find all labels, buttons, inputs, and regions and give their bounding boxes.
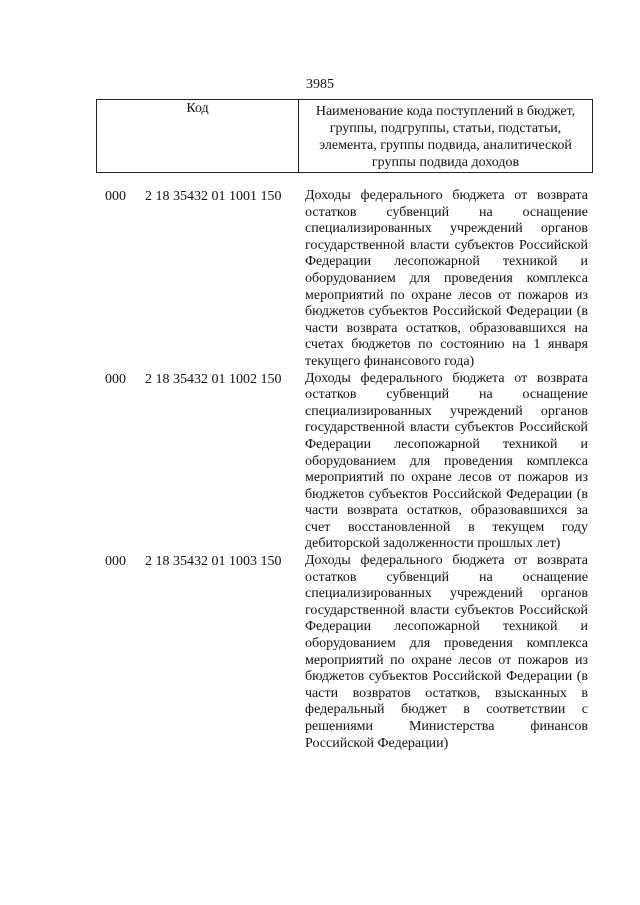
budget-code: 2 18 35432 01 1002 150: [145, 371, 282, 387]
column-header-name: Наименование кода поступлений в бюджет, группы, подгруппы, статьи, подстатьи, элемента, группы подвида, аналитической группы подвида доходов: [299, 100, 593, 173]
admin-code: 000: [105, 371, 126, 387]
budget-code: 2 18 35432 01 1001 150: [145, 189, 282, 204]
budget-code: 2 18 35432 01 1003 150: [145, 554, 282, 570]
admin-code: 000: [105, 189, 126, 204]
header-table: [96, 99, 593, 173]
table-body: [0, 188, 640, 752]
page-number: 3985: [306, 77, 334, 92]
admin-code: 000: [105, 554, 126, 570]
table-row: [0, 188, 640, 371]
income-description: Доходы федерального бюджета от возврата остатков субвенций на оснащение специализированных учреждений органов государственной власти субъектов Российской Федерации лесопожарной техникой и оборудованием для проведения комплекса мероприятий по охране лесов от пожаров из бюджетов субъектов Российской Федерации (в части возврата остатков, образовавшихся за счет восстановленной в текущем году дебиторской задолженности прошлых лет): [305, 370, 588, 552]
income-description: Доходы федерального бюджета от возврата остатков субвенций на оснащение специализированных учреждений органов государственной власти субъектов Российской Федерации лесопожарной техникой и оборудованием для проведения комплекса мероприятий по охране лесов от пожаров из бюджетов субъектов Российской Федерации (в части возвратов остатков, взысканных в федеральный бюджет в соответствии с решениями Министерства финансов Российской Федерации): [305, 553, 588, 751]
column-header-code: Код: [97, 100, 299, 173]
header-row: [97, 100, 593, 173]
table-row: [0, 371, 640, 554]
table-row: [0, 553, 640, 752]
income-description: Доходы федерального бюджета от возврата остатков субвенций на оснащение специализированных учреждений органов государственной власти субъектов Российской Федерации лесопожарной техникой и оборудованием для проведения комплекса мероприятий по охране лесов от пожаров из бюджетов субъектов Российской Федерации (в части возврата остатков, образовавшихся на счетах бюджетов по состоянию на 1 января текущего финансового года): [305, 188, 588, 369]
